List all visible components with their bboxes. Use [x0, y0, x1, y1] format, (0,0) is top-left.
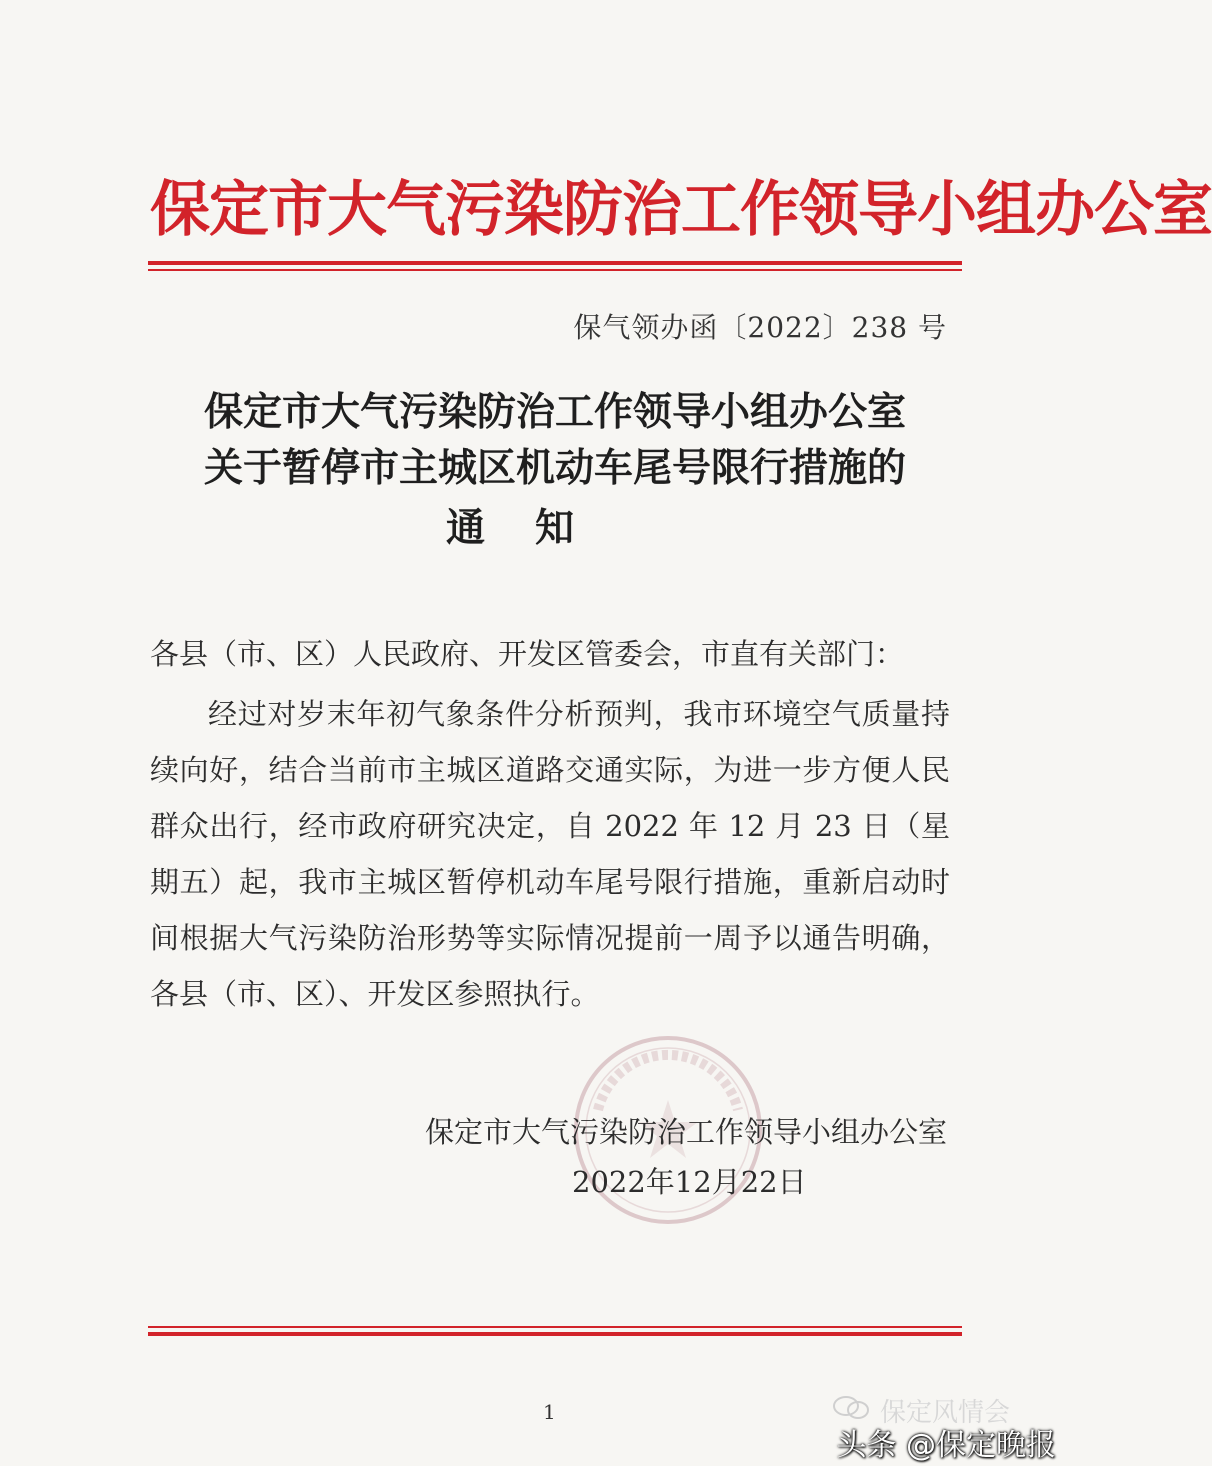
page-number: 1 [543, 1400, 556, 1424]
body-paragraph: 经过对岁末年初气象条件分析预判，我市环境空气质量持续向好，结合当前市主城区道路交通实际，为进一步方便人民群众出行，经市政府研究决定，自 2022 年 12 月 23 日（星期五）起，我市主城区暂停机动车尾号限行措施，重新启动时间根据大气污染防治形势等实际情况提前一周予以通告明确，各县（市、区）、开发区参照执行。 [150, 697, 950, 1011]
signature-date: 2022年12月22日 [572, 1165, 807, 1199]
wechat-bubble-icon [832, 1394, 872, 1422]
title-line-1: 保定市大气污染防治工作领导小组办公室 [203, 389, 906, 435]
document-title [150, 384, 960, 556]
document-number: 保气领办函〔2022〕238 号 [573, 311, 947, 344]
salutation: 各县（市、区）人民政府、开发区管委会，市直有关部门： [150, 637, 905, 671]
title-line-2: 关于暂停市主城区机动车尾号限行措施的 [203, 445, 906, 491]
watermark-faint: 保定风情会 [880, 1398, 1011, 1428]
watermark-toutiao: 头条 @保定晚报 [836, 1428, 1056, 1463]
title-line-3: 通知 [445, 505, 624, 551]
signature-organization: 保定市大气污染防治工作领导小组办公室 [425, 1115, 948, 1149]
issuer-header: 保定市大气污染防治工作领导小组办公室 [150, 175, 1212, 245]
footer-red-rule [148, 1326, 962, 1336]
header-red-rule [148, 261, 962, 271]
